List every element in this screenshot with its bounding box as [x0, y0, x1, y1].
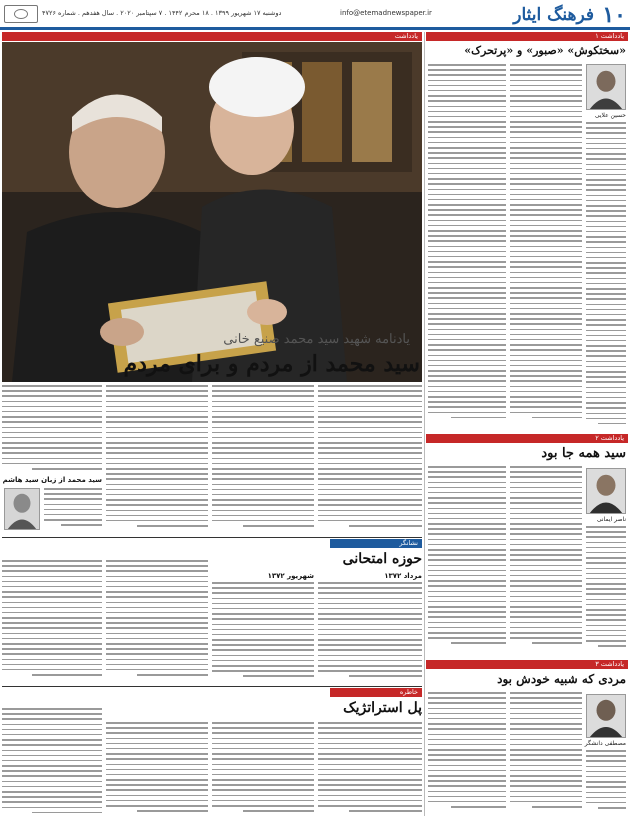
page-number: ۱۰: [602, 2, 626, 28]
section-divider-2: [2, 686, 422, 687]
story1-author-name: حسین علایی: [594, 112, 626, 119]
exam-column-4: [2, 560, 102, 682]
bridge-column-1: [318, 722, 422, 814]
exam-column-3: [106, 560, 208, 682]
newspaper-email: info@etemadnewspaper.ir: [340, 9, 432, 17]
rubric-note-2: یادداشت ۲: [426, 434, 628, 443]
story3-column-3: [428, 692, 506, 814]
story1-column-3: [428, 64, 506, 430]
exam-headline: حوزه امتحانی: [342, 551, 422, 567]
section-title: فرهنگ ایثار: [513, 5, 594, 25]
quote-box-title: سید محمد از زبان سید هاشم: [2, 476, 102, 484]
story3-column-2: [510, 692, 582, 814]
rubric-note-3: یادداشت ۳: [426, 660, 628, 669]
story3-author-name: مصطفی دانشگر: [584, 740, 626, 747]
page-header: [0, 0, 630, 30]
story1-author-portrait: [586, 64, 626, 110]
story2-column-narrow: [586, 526, 626, 656]
exam-date-1: مرداد ۱۳۷۲: [384, 572, 422, 580]
issue-date-line: دوشنبه ۱۷ شهریور ۱۳۹۹ . ۱۸ محرم ۱۴۴۲ . ۷ سپتامبر ۲۰۲۰ . سال هفدهم . شماره ۴۷۲۶: [42, 9, 282, 17]
quote-portrait: [4, 488, 40, 530]
bridge-headline: پل استراتژیک: [343, 700, 422, 716]
story2-column-2: [510, 466, 582, 656]
rubric-memory: خاطره: [330, 688, 422, 697]
story1-headline: «سختکوش» «صبور» و «پرتحرک»: [464, 44, 626, 57]
bridge-column-4: [2, 708, 102, 814]
newspaper-logo-icon: [4, 5, 38, 23]
story3-headline: مردی که شبیه خودش بود: [497, 672, 626, 686]
quote-text: [44, 488, 102, 533]
story3-author-portrait: [586, 694, 626, 738]
story1-column-narrow: [586, 122, 626, 430]
column-divider: [424, 32, 425, 816]
main-story-column-2: [212, 385, 314, 535]
story2-headline: سید همه جا بود: [541, 446, 626, 461]
bridge-column-2: [212, 722, 314, 814]
exam-column-2: [212, 582, 314, 682]
exam-column-1: [318, 582, 422, 682]
main-photo: [2, 42, 422, 382]
story2-column-3: [428, 466, 506, 656]
story2-author-portrait: [586, 468, 626, 514]
main-headline: سید محمد از مردم و برای مردم: [123, 351, 420, 377]
story2-author-name: ناصر ایمانی: [596, 516, 626, 523]
main-kicker: یادنامه شهید سید محمد صنیع خانی: [223, 332, 410, 347]
section-divider-1: [2, 537, 422, 538]
exam-date-2: شهریور ۱۳۷۲: [267, 572, 314, 580]
main-story-column-1: [318, 385, 422, 535]
story3-column-narrow: [586, 750, 626, 814]
rubric-photo: یادداشت: [2, 32, 422, 41]
main-story-column-3: [106, 385, 208, 535]
rubric-marker: نشانگر: [330, 539, 422, 548]
rubric-note-1: یادداشت ۱: [426, 32, 628, 41]
bridge-column-3: [106, 722, 208, 814]
story1-column-2: [510, 64, 582, 430]
main-story-column-4: [2, 385, 102, 475]
